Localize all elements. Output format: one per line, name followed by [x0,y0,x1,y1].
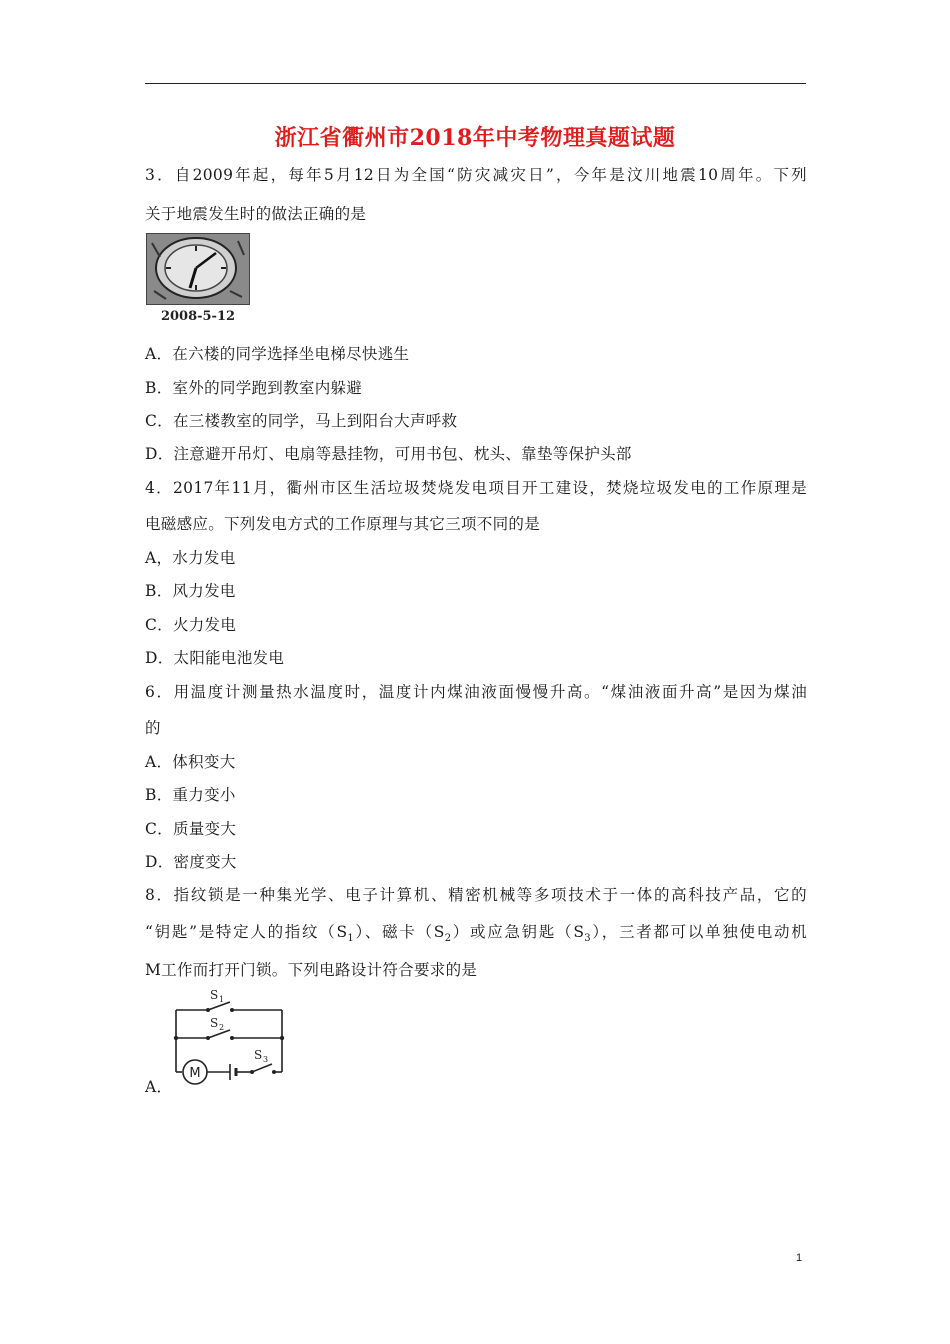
q3-option-d: D．注意避开吊灯、电扇等悬挂物，可用书包、枕头、靠垫等保护头部 [145,445,632,463]
q8-sub-3: 3 [584,933,591,945]
q8-sub-2: 2 [444,933,452,945]
q3-option-b: B．室外的同学跑到教室内躲避 [145,379,363,397]
s2-label: S [210,1016,219,1030]
q4-option-d: D．太阳能电池发电 [145,649,285,667]
q4-line1: 4．2017年11月，衢州市区生活垃圾焚烧发电项目开工建设，焚烧垃圾发电的工作原理是 [145,479,807,497]
q6-option-b: B．重力变小 [145,786,236,804]
q4-option-a: A，水力发电 [145,549,236,567]
page-title: 浙江省衢州市2018年中考物理真题试题 [274,125,676,151]
header-rule [145,83,806,84]
s3-label: S [254,1048,263,1062]
q8-line2 [145,920,807,944]
q4-option-c: C．火力发电 [145,616,237,634]
clock-caption: 2008-5-12 [160,309,236,324]
q3-option-c: C．在三楼教室的同学，马上到阳台大声呼救 [145,412,458,430]
motor-label: M [189,1066,201,1081]
q8-line3: M工作而打开门锁。下列电路设计符合要求的是 [145,961,478,979]
q8-line1: 8．指纹锁是一种集光学、电子计算机、精密机械等多项技术于一体的高科技产品，它的 [145,886,807,904]
q4-option-b: B．风力发电 [145,582,236,600]
s3-sub: 3 [263,1055,269,1064]
q3-option-a: A．在六楼的同学选择坐电梯尽快逃生 [145,345,410,363]
s2-sub: 2 [219,1023,225,1032]
q6-line2: 的 [145,719,161,737]
q4-line2: 电磁感应。下列发电方式的工作原理与其它三项不同的是 [145,515,541,533]
q6-line1: 6．用温度计测量热水温度时，温度计内煤油液面慢慢升高。“煤油液面升高”是因为煤油 [145,683,807,701]
s1-label: S [210,988,219,1002]
q8-sub-1: 1 [347,933,355,945]
q8-line2-part-d: ），三者都可以单独使电动机 [590,923,807,941]
q6-option-d: D．密度变大 [145,853,237,871]
q8-option-a: A． [145,1078,173,1096]
s1-sub: 1 [219,995,225,1004]
page-number: 1 [796,1252,803,1264]
q6-option-a: A．体积变大 [145,753,236,771]
q8-line2-part-b: ）、磁卡（S [354,923,445,941]
q3-line1: 3．自2009年起，每年5月12日为全国“防灾减灾日”，今年是汶川地震10周年。下列 [145,166,807,184]
q6-option-c: C．质量变大 [145,820,237,838]
q8-line2-part-c: ）或应急钥匙（S [451,923,585,941]
earthquake-clock-image [146,233,250,325]
q3-line2: 关于地震发生时的做法正确的是 [145,205,367,223]
q8-line2-part-a: “钥匙”是特定人的指纹（S [145,923,348,941]
circuit-diagram-a [168,986,314,1086]
